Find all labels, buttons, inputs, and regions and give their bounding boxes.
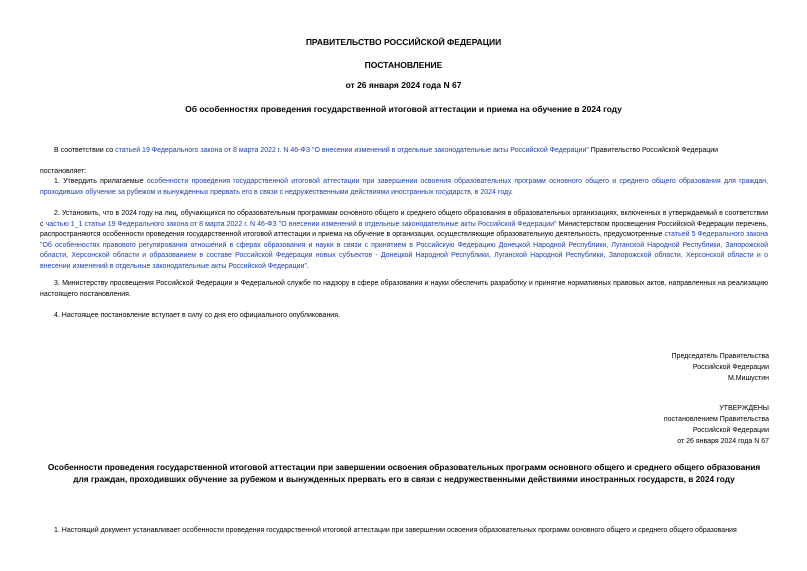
approved-label: УТВЕРЖДЕНЫ xyxy=(719,405,769,412)
item-2-part3: . xyxy=(306,262,309,270)
approved-by: постановлением Правительства xyxy=(663,416,769,423)
item-3: 3. Министерству просвещения Российской Федерации и Федеральной службе по надзору в сфере образования и науки обеспечить разработку и принятие нормативных правовых актов, направленных на реализацию настоящего постановления. xyxy=(40,280,768,298)
signature-block xyxy=(672,351,769,384)
item-1-link[interactable]: особенности проведения государственной итоговой аттестации при завершении освоения образовательных программ основного общего и среднего общего образования для граждан, проходивших обучение за рубежом и вынужденных прервать его в связи с недружественными действиями иностранных государств, в 2024 году xyxy=(40,178,768,196)
item-2-part1: 2. Установить, что в 2024 году на лиц, обучающихся по образовательным программам основного общего и среднего общего образования в образовательных организациях, включенных в утверждаемый в соответствии с xyxy=(40,210,768,228)
preamble-suffix: Правительство Российской Федерации xyxy=(588,147,719,154)
item-1 xyxy=(40,177,768,198)
government-heading: ПРАВИТЕЛЬСТВО РОССИЙСКОЙ ФЕДЕРАЦИИ xyxy=(305,37,502,47)
appendix-item-1: 1. Настоящий документ устанавливает особенности проведения государственной итоговой аттестации при завершении освоения образовательных программ основного общего и среднего общего образования xyxy=(54,527,737,534)
signature-government: Российской Федерации xyxy=(692,364,769,371)
date-number: от 26 января 2024 года N 67 xyxy=(345,80,462,90)
item-2-link2[interactable]: статьей 5 Федерального закона "Об особенностях правового регулирования отношений в сферах образования и науки в связи с принятием в Российскую Федерацию Донецкой Народной Республики, Луганской Народной Республики, Запорожской области, Херсонской области и образованием в составе Российской Федерации новых субъектов - Донецкой Народной Республики, Луганской Народной Республики, Запорожской области, Херсонской области и о внесении изменений в отдельные законодательные акты Российской Федерации" xyxy=(40,231,768,270)
item-2-part2: Министерством просвещения Российской Федерации перечень, распространяются особенности проведения государственной итоговой аттестации и приема на обучение в организации, осуществляющие образовательную деятельность, предусмотренные xyxy=(40,220,768,238)
signature-name: М.Мишустин xyxy=(727,375,769,382)
approval-block xyxy=(664,403,769,447)
preamble-prefix: В соответствии со xyxy=(54,147,116,154)
preamble xyxy=(40,146,768,157)
item-2 xyxy=(40,209,768,272)
item-1-prefix: 1. Утвердить прилагаемые xyxy=(54,178,147,185)
appendix-title: Особенности проведения государственной итоговой аттестации при завершении освоения образовательных программ основного общего и среднего общего образования для граждан, проходивших обучение за рубежом и вынужденных прервать его в связи с недружественными действиями иностранных государств, в 2024 году xyxy=(47,462,761,484)
decides-text: постановляет: xyxy=(40,168,87,175)
approved-date: от 26 января 2024 года N 67 xyxy=(677,438,769,445)
item-2-link1[interactable]: частью 1_1 статьи 19 Федерального закона от 8 марта 2022 г. N 46-ФЗ "О внесении изменений в отдельные законодательные акты Российской Федерации" xyxy=(45,220,557,228)
doc-type-heading: ПОСТАНОВЛЕНИЕ xyxy=(364,60,443,70)
item-1-suffix: . xyxy=(510,188,513,196)
item-4: 4. Настоящее постановление вступает в силу со дня его официального опубликования. xyxy=(54,312,340,319)
preamble-law-link[interactable]: статьей 19 Федерального закона от 8 марта 2022 г. N 46-ФЗ "О внесении изменений в отдельные законодательные акты Российской Федерации" xyxy=(115,147,589,154)
signature-position: Председатель Правительства xyxy=(671,353,769,360)
resolution-title: Об особенностях проведения государственной итоговой аттестации и приема на обучение в 2024 году xyxy=(185,104,622,114)
approved-government: Российской Федерации xyxy=(692,427,769,434)
